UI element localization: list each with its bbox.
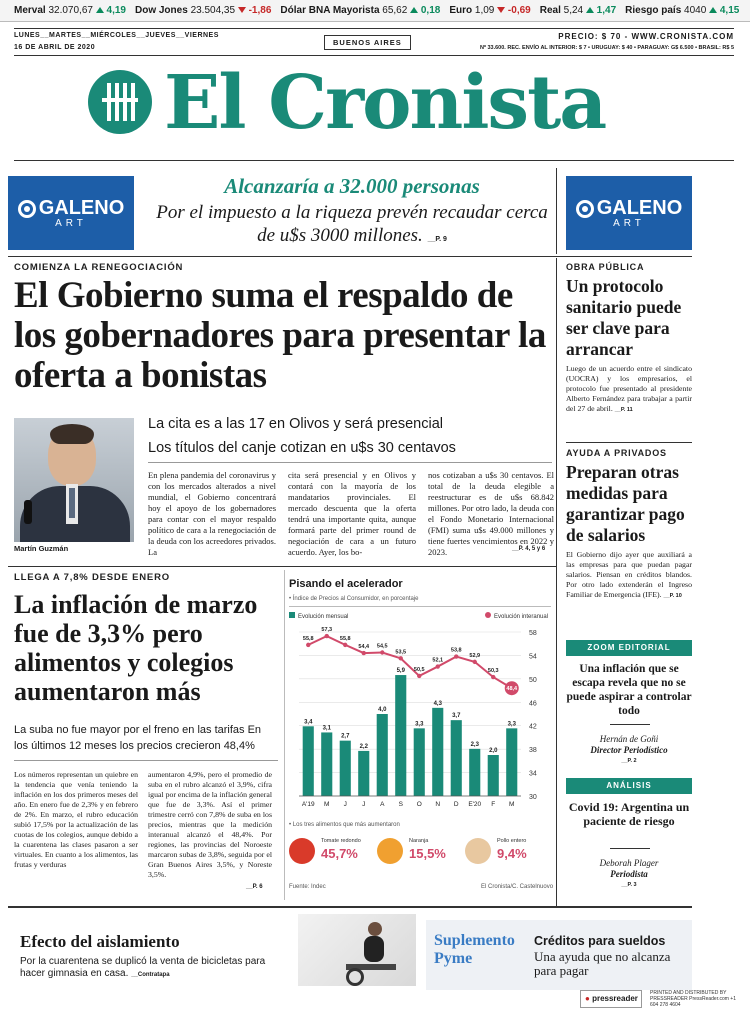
obra-page: __P. 11 [614, 407, 633, 413]
arrow-up-icon [96, 7, 104, 13]
ad-brand: GALENO [38, 197, 125, 219]
annual-value-label: 54,5 [376, 643, 388, 650]
obra-body [566, 364, 692, 415]
zoom-page: __P. 2 [621, 758, 637, 764]
annual-point [454, 654, 458, 658]
food-name: Tomate redondo [321, 838, 361, 844]
annual-point [417, 674, 421, 678]
annual-point [306, 643, 310, 647]
bar-value-label: 3,3 [415, 721, 424, 728]
bar [469, 749, 480, 796]
ticker-item [625, 5, 739, 16]
annual-point [380, 650, 384, 654]
cronista-logo-icon [88, 70, 152, 134]
x-tick-label: J [343, 801, 347, 808]
price-label: PRECIO: $ 70 - WWW.CRONISTA.COM [558, 32, 734, 41]
x-tick-label: D [453, 801, 459, 808]
annual-point [473, 660, 477, 664]
masthead-info-bar [14, 28, 734, 56]
legend-monthly-label: Evolución mensual [298, 614, 349, 620]
right-tick-label: 58 [529, 630, 537, 637]
main-col-2: cita será presencial y en Olivos y contará con la mayoría de los mandatarios provinciales. El mercado descuenta que la oferta tendrá una importante quita, aunque formará parte del primer round de negociación de cara a un futuro acuerdo. Ayer, los bo- [288, 470, 416, 557]
galeno-ad-left[interactable] [8, 176, 134, 250]
bar-value-label: 5,9 [396, 668, 405, 675]
pressreader-icon: ● [585, 994, 590, 1003]
annual-value-label: 57,3 [321, 627, 333, 634]
chicken-icon [465, 838, 491, 864]
bar-value-label: 3,1 [322, 725, 331, 732]
bar [432, 708, 443, 796]
supplement-deck: Una ayuda que no alcanza para pagar [534, 949, 671, 978]
ticker-item [540, 5, 616, 16]
food-item [377, 834, 463, 874]
arrow-up-icon [586, 7, 594, 13]
bar-value-label: 4,3 [433, 700, 442, 707]
bottom-page: __Contratapa [131, 972, 170, 978]
bar [414, 728, 425, 796]
supplement-title: Suplemento [434, 932, 515, 949]
ad-sub: ART [55, 218, 87, 229]
banner-page: __P. 9 [427, 236, 447, 243]
right-tick-label: 34 [529, 770, 537, 778]
ad-sub: ART [613, 218, 645, 229]
x-tick-label: A [380, 801, 385, 808]
inflation-deck: La suba no fue mayor por el freno en las tarifas En los últimos 12 meses los precios crecieron 48,4% [14, 724, 262, 752]
annual-value-label: 50,5 [413, 666, 425, 673]
legend-annual [485, 612, 548, 620]
bullet-1: La cita es a las 17 en Olivos y será presencial [148, 416, 443, 432]
obra-body-text: Luego de un acuerdo entre el sindicato (UOCRA) y los empresarios, el protocolo fue presentado al presidente Alberto Fernández para trabajar a partir del 27 de abril. [566, 364, 692, 413]
bar-value-label: 3,7 [452, 713, 461, 720]
analisis-label: ANÁLISIS [566, 778, 692, 794]
market-ticker [0, 0, 750, 22]
annual-point [343, 643, 347, 647]
ticker-label: Dow Jones [134, 5, 191, 16]
arrow-down-icon [497, 7, 505, 13]
ticker-label: Riesgo país [625, 5, 685, 16]
x-tick-label: E'20 [468, 801, 482, 808]
main-page-ref: __P. 4, 5 y 6 [512, 546, 546, 552]
annual-value-label: 53,8 [450, 647, 462, 654]
ticker-item [135, 5, 271, 16]
annual-value-label: 55,8 [302, 635, 314, 642]
ayuda-body [566, 550, 692, 601]
food-item [289, 834, 375, 874]
x-tick-label: F [491, 801, 496, 808]
bar [451, 720, 462, 796]
main-col-1: En plena pandemia del coronavirus y con los mercados alterados a nivel mundial, el Gobierno concentrará hoy el apoyo de los gobernadores para contar con el mayor respaldo político de cara a la renegociación de la deuda con los acreedores privados. La [148, 470, 276, 557]
ticker-label: Real [539, 5, 564, 16]
weekdays: LUNES__MARTES__MIÉRCOLES__JUEVES__VIERNES [14, 32, 219, 39]
bullet-2: Los títulos del canje cotizan en u$s 30 centavos [148, 440, 456, 456]
ticker-item [14, 5, 126, 16]
inflation-chart [284, 570, 554, 900]
annual-value-label: 50,3 [487, 668, 499, 675]
ticker-label: Dólar BNA Mayorista [280, 5, 383, 16]
banner-deck: Por el impuesto a la riqueza prevén recaudar cerca de u$s 3000 millones. [156, 202, 548, 246]
ayuda-body-text: El Gobierno dijo ayer que auxiliará a las empresas para que puedan pagar salarios. Piensan en créditos blandos. Por otro lado extenderán el Ingreso Familiar de Emergencia (IFE). [566, 550, 692, 599]
ad-brand: GALENO [596, 197, 683, 219]
tomato-icon [289, 838, 315, 864]
edition-info: Nº 33.600. REC. ENVÍO AL INTERIOR: $ 7 • URUGUAY: $ 40 • PARAGUAY: G$ 6.500 • BRASIL: R$ 5 [479, 45, 734, 51]
ticker-change: 0,18 [418, 5, 441, 16]
annual-value-label: 54,4 [358, 644, 370, 651]
galeno-logo-icon [576, 200, 594, 218]
x-tick-label: J [362, 801, 366, 808]
annual-line [308, 636, 512, 688]
bicycle-photo [298, 914, 416, 986]
city-label: BUENOS AIRES [324, 35, 411, 50]
annual-point [325, 634, 329, 638]
bar [488, 755, 499, 796]
food-name: Naranja [409, 838, 429, 844]
right-tick-label: 30 [529, 794, 537, 801]
photo-caption: Martín Guzmán [14, 544, 69, 553]
bar [395, 675, 406, 796]
arrow-up-icon [410, 7, 418, 13]
ticker-value: 23.504,35 [190, 5, 238, 16]
ticker-label: Euro [449, 5, 475, 16]
ticker-change: -1,86 [245, 5, 272, 16]
ticker-item [449, 5, 530, 16]
bar-value-label: 2,3 [470, 741, 479, 748]
main-bullets [148, 412, 552, 460]
analisis-author: Deborah Plager [599, 858, 659, 868]
ticker-value: 32.070,67 [48, 5, 96, 16]
annual-value-label: 52,1 [432, 657, 444, 664]
annual-point [436, 664, 440, 668]
ticker-change: -0,69 [505, 5, 531, 16]
pyme-supplement[interactable] [426, 920, 692, 990]
ayuda-headline[interactable]: Preparan otras medidas para garantizar pago de salarios [566, 462, 685, 545]
ticker-change: 4,19 [103, 5, 126, 16]
orange-icon [377, 838, 403, 864]
arrow-up-icon [709, 7, 717, 13]
analisis-role: Periodista [610, 869, 648, 879]
annual-point [362, 651, 366, 655]
pressreader-fine-print: PRINTED AND DISTRIBUTED BY PRESSREADER PressReader.com +1 604 278 4604 [650, 990, 737, 1008]
chart-subtitle: • Índice de Precios al Consumidor, en porcentaje [289, 596, 419, 602]
annual-value-label: 48,4 [506, 686, 518, 693]
right-tick-label: 54 [529, 653, 537, 661]
zoom-author: Hernán de Goñi [599, 734, 659, 744]
inflation-headline[interactable]: La inflación de marzo fue de 3,3% pero alimentos y colegios aumentaron más [14, 590, 258, 706]
x-tick-label: N [435, 801, 441, 808]
pressreader-label: pressreader [592, 994, 638, 1003]
food-value: 15,5% [409, 846, 446, 861]
ticker-change: 1,47 [593, 5, 617, 16]
right-tick-label: 38 [529, 747, 537, 755]
foods-label: • Los tres alimentos que más aumentaron [289, 822, 400, 828]
analisis-headline[interactable]: Covid 19: Argentina un paciente de riesgo [568, 800, 690, 828]
x-tick-label: M [324, 801, 330, 808]
legend-annual-label: Evolución interanual [494, 614, 549, 620]
main-headline[interactable]: El Gobierno suma el respaldo de los gobernadores para presentar la oferta a bonistas [14, 275, 546, 396]
ticker-value: 1,09 [474, 5, 498, 16]
right-tick-label: 46 [529, 700, 537, 708]
pressreader-badge[interactable] [580, 990, 642, 1008]
bar-value-label: 2,7 [341, 733, 350, 740]
newspaper-logo: El Cronista [164, 60, 606, 146]
zoom-label: ZOOM EDITORIAL [566, 640, 692, 656]
legend-monthly [289, 612, 348, 620]
galeno-ad-right[interactable] [566, 176, 692, 250]
bar-value-label: 3,4 [304, 719, 313, 726]
arrow-down-icon [238, 7, 246, 13]
bar-value-label: 3,3 [507, 721, 516, 728]
annual-point [491, 675, 495, 679]
annual-value-label: 52,9 [469, 652, 481, 659]
bar [358, 751, 369, 796]
ticker-label: Merval [14, 5, 49, 16]
bottom-body-text: Por la cuarentena se duplicó la venta de bicicletas para hacer gimnasia en casa. [20, 956, 266, 979]
ticker-item [280, 5, 440, 16]
ayuda-kicker: AYUDA A PRIVADOS [566, 448, 667, 458]
ayuda-page: __P. 10 [663, 593, 682, 599]
bar-value-label: 4,0 [378, 707, 387, 713]
chart-source: Fuente: Indec [289, 884, 326, 890]
bar-value-label: 2,2 [359, 743, 368, 750]
right-tick-label: 50 [529, 676, 537, 684]
x-tick-label: M [509, 801, 515, 808]
top-banner[interactable] [150, 174, 554, 251]
main-kicker: COMIENZA LA RENEGOCIACIÓN [14, 262, 184, 273]
food-item [465, 834, 551, 874]
banner-headline: Alcanzaría a 32.000 personas [224, 174, 480, 198]
food-name: Pollo entero [497, 838, 527, 844]
foods-row [289, 834, 551, 874]
ticker-value: 4040 [684, 5, 710, 16]
inflation-page-ref: __P. 6 [246, 884, 263, 890]
analisis-page: __P. 3 [621, 882, 637, 888]
ticker-change: 4,15 [717, 5, 740, 16]
ticker-value: 65,62 [382, 5, 411, 16]
chart-credit: El Cronista/C. Castelnuovo [481, 884, 554, 890]
bottom-story[interactable] [8, 914, 418, 986]
inflation-kicker: LLEGA A 7,8% DESDE ENERO [14, 572, 170, 583]
bar-value-label: 2,0 [489, 748, 498, 754]
chart-plot [285, 624, 555, 814]
supplement-sub: Pyme [434, 950, 473, 967]
obra-headline[interactable]: Un protocolo sanitario puede ser clave para arrancar [566, 276, 682, 359]
ticker-value: 5,24 [563, 5, 586, 16]
food-value: 9,4% [497, 846, 527, 861]
issue-date: 16 DE ABRIL DE 2020 [14, 44, 96, 51]
zoom-headline[interactable]: Una inflación que se escapa revela que no se puede aspirar a controlar todo [566, 663, 692, 717]
x-tick-label: S [398, 801, 403, 808]
chart-title: Pisando el acelerador [289, 578, 403, 590]
bottom-headline: Efecto del aislamiento [20, 932, 180, 951]
supplement-headline: Créditos para sueldos [534, 934, 666, 948]
annual-value-label: 53,5 [395, 649, 407, 656]
bar [321, 732, 332, 796]
inflation-col-1: Los números representan un quiebre en la tendencia que venía teniendo la inflación en los dos primeros meses del año. En enero fue de 2,3% y en febrero de 2%. En marzo, el rubro educación subió 17,5% por la actualización de las cuotas de los colegios, aunque debido a la cuarentena las clases pasaron a ser virtuales. En cuanto a los alimentos, las frutas y verduras [14, 770, 138, 869]
galeno-logo-icon [18, 200, 36, 218]
bottom-body [20, 956, 290, 981]
obra-kicker: OBRA PÚBLICA [566, 262, 645, 272]
right-tick-label: 42 [529, 723, 537, 731]
annual-point [399, 656, 403, 660]
bar [340, 741, 351, 796]
main-col-3: nos cotizaban a u$s 30 centavos. El total de la deuda elegible a reestructurar es de u$s 68.842 millones. Por otro lado, la deuda con el Fondo Monetario Internacional (FMI) suma u$s 49.000 millones y tiene fuertes vencimientos en 2022 y 2023. [428, 470, 554, 557]
zoom-role: Director Periodístico [590, 745, 668, 755]
bar [506, 728, 517, 796]
annual-value-label: 55,8 [339, 635, 351, 642]
bar [377, 714, 388, 796]
guzman-photo [14, 418, 134, 542]
food-value: 45,7% [321, 846, 358, 861]
x-tick-label: A'19 [301, 801, 315, 808]
x-tick-label: O [416, 801, 422, 808]
bar [303, 726, 314, 796]
inflation-col-2: aumentaron 4,9%, pero el promedio de suba en el rubro alcanzó el 3,9%, cifra igual por encima de la inflación general que fue de 3,3%. Así el primer trimestre cerró con 7,8% de suba en los precios, mientras que la medición interanual alcanzó el 48,4%. Por regiones, las provincias del Noroeste marcaron subas de 3,8%, seguida por el Gran Buenos Aires 3,5%, y Noreste 3,5%. [148, 770, 272, 879]
